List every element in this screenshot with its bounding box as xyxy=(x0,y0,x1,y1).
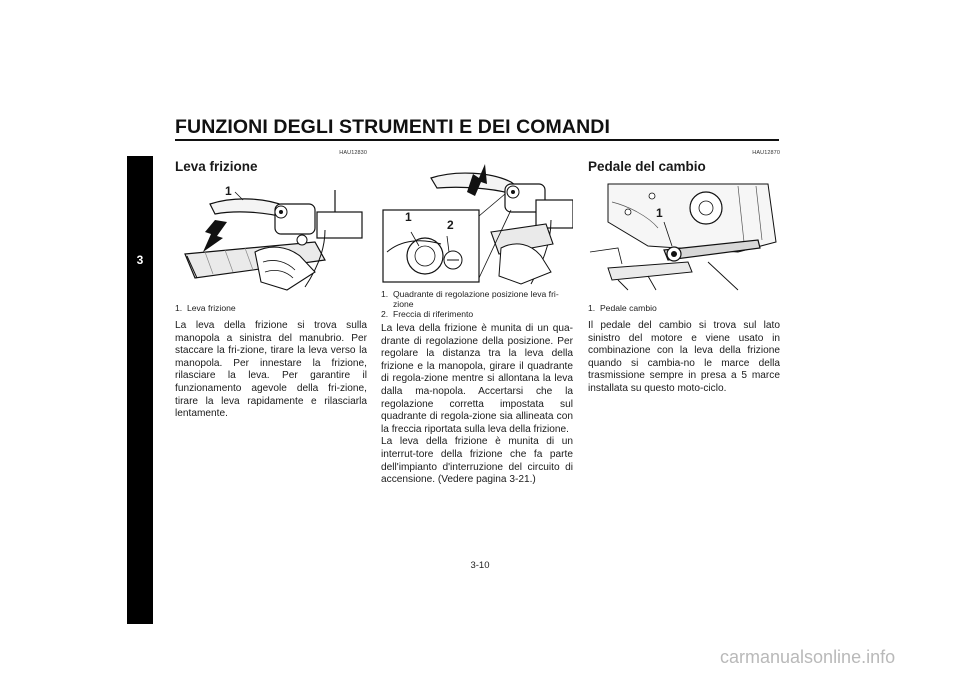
figure-caption: 1. Leva frizione xyxy=(175,303,236,313)
section-code: HAU12870 xyxy=(752,150,780,156)
paragraph: La leva della frizione si trova sulla manopola a sinistra del manubrio. Per staccare la fri-zione, tirare la leva verso la manopola. Per innestare la frizione, rilasciare la leva. Per garantire il funzionamento agevole della fri-zione, tirare la leva rapidamente e rilasciarla lentamente. xyxy=(175,320,367,420)
page-number: 3-10 xyxy=(470,560,490,571)
header-rule xyxy=(175,139,779,141)
clutch-adjuster-figure xyxy=(381,160,573,286)
clutch-lever-figure xyxy=(175,182,367,292)
chapter-tab xyxy=(127,156,153,624)
section-code: HAU12830 xyxy=(339,150,367,156)
watermark: carmanualsonline.info xyxy=(720,647,896,667)
section-title: Leva frizione xyxy=(175,159,258,174)
shift-pedal-figure xyxy=(588,182,780,292)
clutch-lever-illustration xyxy=(175,182,367,292)
section-body xyxy=(175,320,367,421)
figure-callout-1: 1 xyxy=(405,210,412,224)
section-shift-pedal xyxy=(588,150,780,175)
caption-line: 2. Freccia di riferimento xyxy=(381,309,474,319)
paragraph: La leva della frizione è munita di un interrut-tore della frizione che fa parte dell'impianto d'interruzione del circuito di accensione. (Vedere pagina 3-21.) xyxy=(381,436,573,486)
page-title: FUNZIONI DEGLI STRUMENTI E DEI COMANDI xyxy=(175,116,610,138)
section-body xyxy=(588,320,780,396)
figure-callout-2: 2 xyxy=(447,218,454,232)
paragraph: Il pedale del cambio si trova sul lato sinistro del motore e viene usato in combinazione con la leva della frizione quando si cambia-no le marce della trasmissione sempre in presa a 5 marce installata su questo moto-ciclo. xyxy=(588,320,780,394)
shift-pedal-illustration xyxy=(588,182,780,292)
chapter-number: 3 xyxy=(136,253,144,267)
figure-caption: 1. Pedale cambio xyxy=(588,303,657,313)
figure-caption xyxy=(381,289,577,319)
caption-line: zione xyxy=(393,299,414,309)
caption-line: 1. Quadrante di regolazione posizione leva fri- xyxy=(381,289,559,299)
section-body xyxy=(381,323,573,487)
section-clutch-lever xyxy=(175,150,367,175)
section-title: Pedale del cambio xyxy=(588,159,706,174)
figure-callout-1: 1 xyxy=(656,206,663,220)
paragraph: La leva della frizione è munita di un qua-drante di regolazione della posizione. Per regolare la distanza tra la leva della frizione e la manopola, girare il quadrante di regola-zione mentre si allontana la leva dalla ma-nopola. Accertarsi che la regolazione corretta impostata sul quadrante di regola-zione sia allineata con la freccia riportata sulla leva della frizione. xyxy=(381,323,573,435)
figure-callout-1: 1 xyxy=(225,184,232,198)
